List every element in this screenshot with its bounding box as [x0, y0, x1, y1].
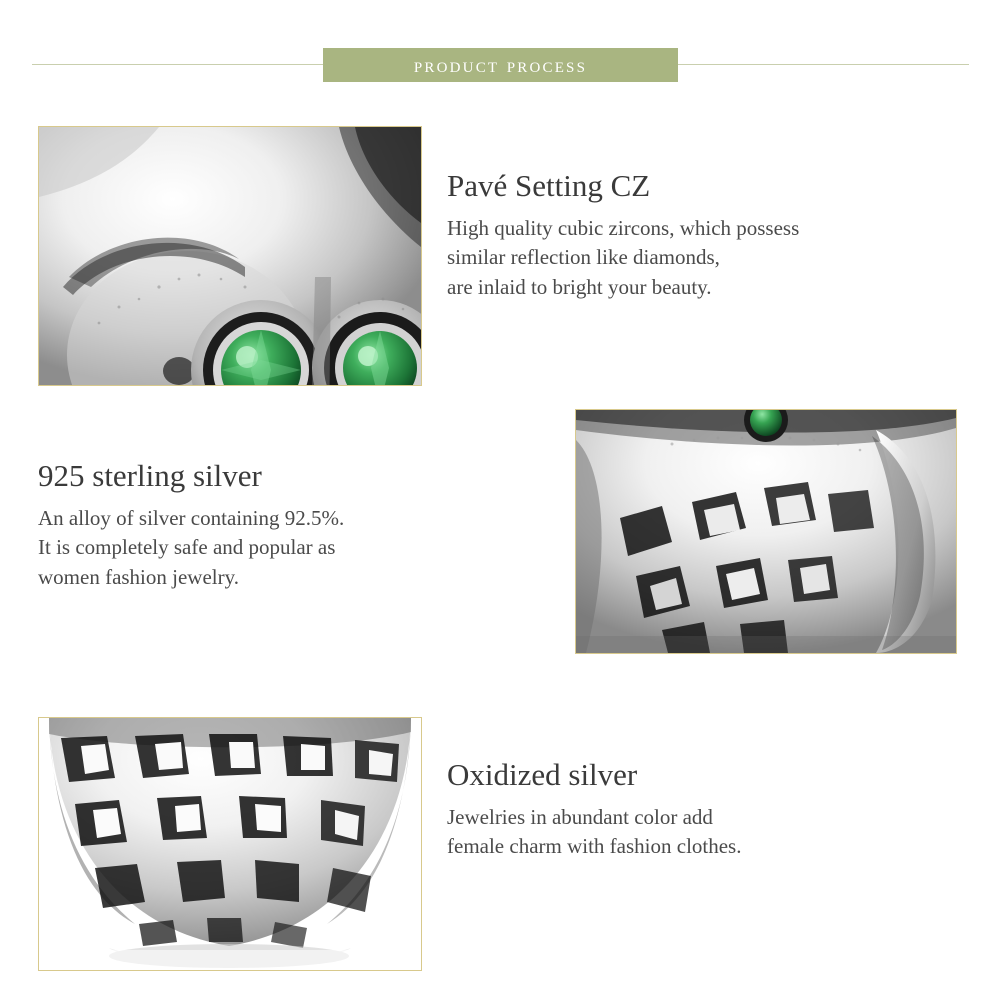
oxidized-silver-illustration: [39, 718, 421, 970]
image-content: [576, 410, 956, 653]
owl-face-illustration: [39, 127, 421, 385]
image-content: [39, 127, 421, 385]
section-title-badge: [323, 48, 678, 82]
oxidized-silver-body: [447, 803, 967, 863]
body-line: are inlaid to bright your beauty.: [447, 275, 712, 300]
owl-charm-oxidized-closeup-image: [38, 717, 422, 971]
owl-body-illustration: [576, 410, 956, 653]
oxidized-silver-text-block: [447, 757, 967, 862]
pave-setting-cz-title: Pavé Setting CZ: [447, 168, 651, 203]
body-line: female charm with fashion clothes.: [447, 834, 742, 859]
body-line: Jewelries in abundant color add: [447, 804, 713, 829]
section-title-text: product process: [413, 52, 588, 77]
pave-setting-cz-text-block: [447, 168, 977, 303]
image-content: [39, 718, 421, 970]
oxidized-silver-title: Oxidized silver: [447, 757, 638, 792]
body-line: women fashion jewelry.: [38, 565, 239, 590]
pave-setting-cz-body: [447, 214, 977, 303]
page-header: [0, 48, 1001, 82]
owl-charm-body-closeup-image: [575, 409, 957, 654]
sterling-silver-text-block: [38, 458, 518, 593]
body-line: similar reflection like diamonds,: [447, 245, 720, 270]
sterling-silver-title: 925 sterling silver: [38, 458, 262, 493]
owl-charm-eyes-closeup-image: [38, 126, 422, 386]
body-line: It is completely safe and popular as: [38, 535, 336, 560]
sterling-silver-body: [38, 504, 518, 593]
body-line: High quality cubic zircons, which possess: [447, 215, 800, 240]
body-line: An alloy of silver containing 92.5%.: [38, 505, 345, 530]
